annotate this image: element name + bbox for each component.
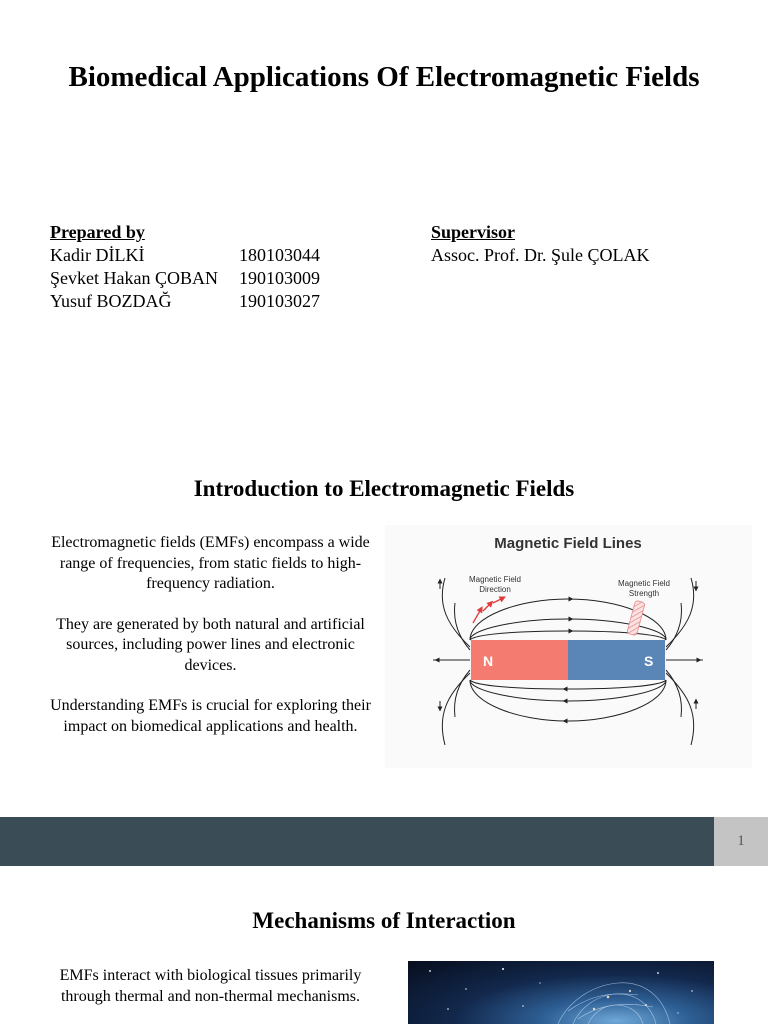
mechanisms-text: EMFs interact with biological tissues primarily through thermal and non-thermal mechanisms. xyxy=(59,967,362,1005)
brain-illustration xyxy=(408,961,714,1024)
page-title: Biomedical Applications Of Electromagnetic Fields xyxy=(68,61,700,93)
intro-paragraph: Understanding EMFs is crucial for exploring their impact on biomedical applications and health. xyxy=(50,697,371,735)
page-number: 1 xyxy=(714,817,768,866)
mechanisms-section-title: Mechanisms of Interaction xyxy=(252,908,516,933)
member-id: 190103027 xyxy=(239,291,320,311)
brain-illustration-image xyxy=(408,961,714,1024)
member-name: Şevket Hakan ÇOBAN xyxy=(50,268,218,288)
north-pole-label: N xyxy=(483,653,494,669)
prepared-by-heading: Prepared by xyxy=(50,222,145,242)
figure-title: Magnetic Field Lines xyxy=(494,535,642,552)
member-name: Kadir DİLKİ xyxy=(50,245,145,265)
intro-paragraph: Electromagnetic fields (EMFs) encompass a wide range of frequencies, from static fields to high-frequency radiation. xyxy=(51,534,370,592)
direction-label: Direction xyxy=(479,585,511,594)
direction-label: Magnetic Field xyxy=(468,575,522,584)
footer-bar xyxy=(0,817,714,866)
member-name: Yusuf BOZDAĞ xyxy=(50,291,172,311)
magnetic-field-diagram xyxy=(385,525,752,768)
strength-label: Strength xyxy=(628,589,660,598)
magnetic-field-figure xyxy=(385,525,752,768)
prepared-by-block xyxy=(50,221,320,313)
intro-section-title: Introduction to Electromagnetic Fields xyxy=(193,476,575,501)
direction-indicator xyxy=(473,598,503,623)
intro-text xyxy=(40,533,381,757)
member-row xyxy=(50,244,320,267)
field-strength-indicator xyxy=(627,600,645,635)
strength-label: Magnetic Field xyxy=(617,579,671,588)
intro-paragraph: They are generated by both natural and artificial sources, including power lines and electronic devices. xyxy=(56,615,365,674)
supervisor-heading: Supervisor xyxy=(431,222,516,242)
member-id: 190103009 xyxy=(239,268,320,288)
member-row xyxy=(50,267,320,290)
member-row xyxy=(50,290,320,313)
supervisor-name: Assoc. Prof. Dr. Şule ÇOLAK xyxy=(431,245,650,265)
supervisor-block xyxy=(431,221,650,267)
south-pole-label: S xyxy=(644,653,654,669)
member-id: 180103044 xyxy=(239,245,320,265)
